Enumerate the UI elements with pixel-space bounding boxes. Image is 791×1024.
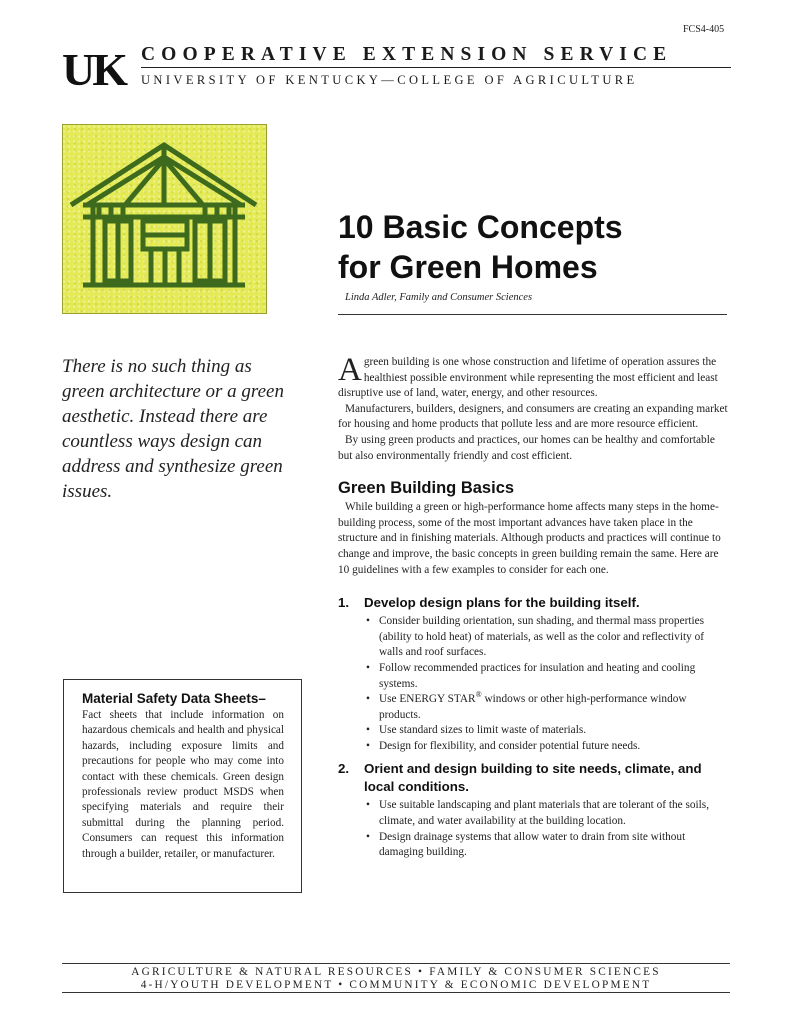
list-item: • Use suitable landscaping and plant materials that are tolerant of the soils, climate, and water availability at the building location. <box>364 798 728 829</box>
energy-star-rest: windows or other high-performance window products. <box>379 693 687 721</box>
drop-cap: A <box>338 352 362 388</box>
concept-2-heading <box>338 760 728 796</box>
intro-paragraph-2: Manufacturers, builders, designers, and consumers are creating an expanding market for housing and home products that pollute less and are more resource efficient. <box>338 402 728 431</box>
concept-2-bullets <box>338 798 728 860</box>
uk-logo-text: UK <box>62 45 125 91</box>
basics-paragraph: While building a green or high-performance home affects many steps in the home-building process, some of the most important advances have taken place in the structure and in finishing materials. Although products and practices will continue to change and improve, the basic concepts in green building remain the same. Here are 10 guidelines with a few examples to consider for each one. <box>338 501 721 576</box>
house-frame-icon <box>63 125 266 313</box>
main-column <box>338 352 728 861</box>
msds-title: Material Safety Data Sheets– <box>82 691 266 706</box>
energy-star-text: Use ENERGY STAR <box>379 693 476 706</box>
green-house-illustration <box>62 124 267 314</box>
list-item: • Consider building orientation, sun shading, and thermal mass properties (ability to hold heat) of materials, as well as the color and reflectivity of walls and roof surfaces. <box>364 614 728 661</box>
title-rule <box>338 314 727 315</box>
author-line: Linda Adler, Family and Consumer Sciences <box>345 292 533 303</box>
green-building-basics-heading: Green Building Basics <box>338 479 515 498</box>
concept-2-title: Orient and design building to site needs, climate, and local conditions. <box>364 761 702 795</box>
list-item <box>364 692 728 723</box>
concept-1-bullets <box>338 614 728 754</box>
university-name: UNIVERSITY OF KENTUCKY—COLLEGE OF AGRICULTURE <box>141 73 638 87</box>
msds-sidebar <box>63 679 302 893</box>
list-item: • Use standard sizes to limit waste of materials. <box>364 723 728 739</box>
footer-line-1: AGRICULTURE & NATURAL RESOURCES • FAMILY & CONSUMER SCIENCES <box>131 966 661 978</box>
footer-line-2: 4-H/YOUTH DEVELOPMENT • COMMUNITY & ECONOMIC DEVELOPMENT <box>140 979 652 991</box>
title-line-1: 10 Basic Concepts <box>338 209 623 245</box>
cooperative-extension-service: COOPERATIVE EXTENSION SERVICE <box>141 44 673 65</box>
list-item: • Follow recommended practices for insulation and heating and cooling systems. <box>364 661 728 692</box>
document-number: FCS4-405 <box>683 24 725 35</box>
intro-p1-text: green building is one whose construction and lifetime of operation assures the healthiest possible environment while representing the most efficient and least disruptive use of land, water, energy, and other resources. <box>338 356 718 400</box>
registered-mark: ® <box>475 690 482 700</box>
footer-rule-bottom <box>62 992 730 993</box>
concept-1-heading <box>338 594 728 612</box>
list-item: • Design drainage systems that allow water to drain from site without damaging building. <box>364 830 728 861</box>
list-item: • Design for flexibility, and consider potential future needs. <box>364 739 728 755</box>
pull-quote: There is no such thing as green architecture or a green aesthetic. Instead there are countless ways design can address and synthesize green issues. <box>62 356 284 502</box>
uk-logo <box>62 45 136 91</box>
title-line-2: for Green Homes <box>338 249 598 285</box>
concept-1-number: 1. <box>338 595 350 611</box>
concept-2-number: 2. <box>338 761 350 777</box>
intro-paragraph-1 <box>338 352 728 402</box>
concept-1-title: Develop design plans for the building itself. <box>364 595 640 611</box>
footer-rule-top <box>62 963 730 964</box>
page-title <box>338 207 738 287</box>
header-rule <box>141 67 731 68</box>
intro-paragraph-3: By using green products and practices, our homes can be healthy and comfortable but also environmentally friendly and cost efficient. <box>338 433 715 462</box>
msds-body: Fact sheets that include information on hazardous chemicals and health and physical hazards, including exposure limits and precautions for people who may come into contact with these chemicals. Green design professionals review product MSDS when specifying materials and require their submittal during the planning period. Consumers can request this information through a builder, retailer, or manufacturer. <box>82 709 284 860</box>
